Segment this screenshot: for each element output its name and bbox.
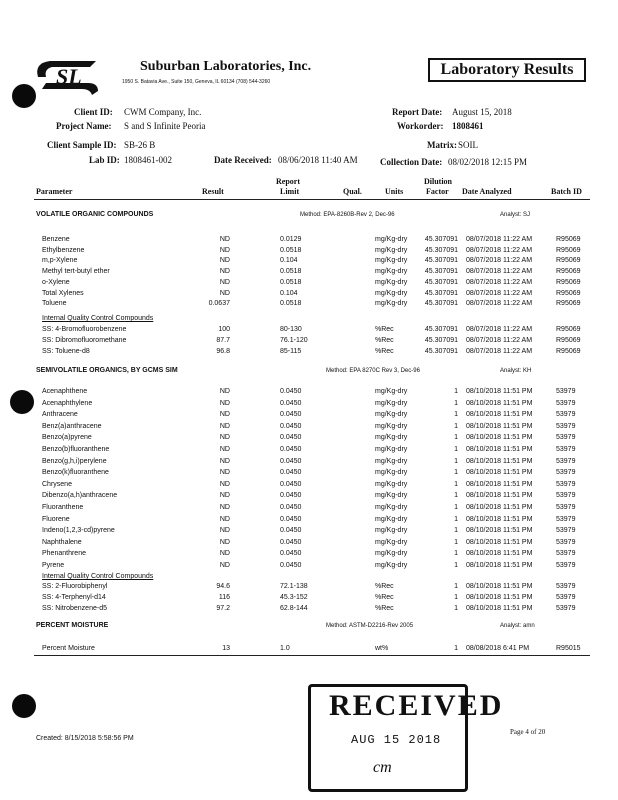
cell-units: mg/Kg-dry — [375, 411, 408, 419]
cell-dilution: 1 — [454, 457, 458, 465]
cell-parameter: SS: 4-Bromofluorobenzene — [42, 326, 127, 333]
table-row — [0, 605, 618, 616]
cell-units: mg/Kg-dry — [375, 538, 408, 546]
cell-limit: 0.0129 — [280, 236, 302, 243]
cell-parameter: Toluene — [42, 300, 67, 308]
cell-limit: 0.0518 — [280, 278, 302, 286]
cell-dilution: 45.307091 — [424, 289, 458, 297]
cell-batch: 53979 — [556, 469, 576, 477]
cell-dilution: 45.307091 — [424, 326, 458, 333]
cell-parameter: Fluoranthene — [42, 504, 84, 511]
section-title-svoc: SEMIVOLATILE ORGANICS, BY GCMS SIM — [36, 367, 178, 374]
table-row — [0, 481, 618, 492]
cell-result: ND — [219, 562, 230, 569]
cell-parameter: Naphthalene — [42, 538, 82, 546]
client-id-value: CWM Company, Inc. — [124, 107, 202, 117]
cell-limit: 0.0518 — [280, 246, 302, 254]
cell-parameter: SS: 2-Fluorobiphenyl — [42, 583, 108, 590]
created-timestamp: Created: 8/15/2018 5:58:56 PM — [36, 735, 134, 742]
cell-date: 08/07/2018 11:22 AM — [466, 257, 533, 265]
cell-date: 08/10/2018 11:51 PM — [466, 434, 533, 442]
sample-id-value: SB-26 B — [124, 140, 156, 150]
cell-limit: 0.0450 — [280, 515, 302, 523]
punch-hole-bottom — [12, 694, 36, 718]
cell-result: 87.7 — [216, 337, 230, 344]
workorder-label: Workorder: — [397, 121, 444, 131]
stamp-title: RECEIVED — [329, 689, 504, 722]
cell-date: 08/10/2018 11:51 PM — [466, 583, 533, 590]
cell-result: ND — [219, 492, 230, 500]
collection-date-value: 08/02/2018 12:15 PM — [448, 157, 528, 167]
cell-units: mg/Kg-dry — [375, 469, 408, 477]
cell-parameter: Fluorene — [42, 515, 70, 523]
cell-dilution: 1 — [454, 469, 458, 477]
cell-parameter: Indeno(1,2,3-cd)pyrene — [42, 527, 115, 535]
cell-result: ND — [219, 388, 230, 395]
cell-batch: 53979 — [556, 422, 576, 430]
cell-result: ND — [219, 399, 230, 407]
report-title: Laboratory Results — [428, 58, 586, 82]
cell-units: mg/Kg-dry — [375, 268, 408, 276]
cell-limit: 0.0450 — [280, 434, 302, 442]
cell-parameter: Phenanthrene — [42, 550, 86, 558]
cell-limit: 80-130 — [280, 326, 302, 333]
cell-limit: 0.0450 — [280, 492, 302, 500]
cell-date: 08/10/2018 11:51 PM — [466, 538, 533, 546]
cell-limit: 0.0450 — [280, 422, 302, 430]
table-row — [0, 539, 618, 550]
cell-batch: 53979 — [556, 457, 576, 465]
table-row — [0, 388, 618, 399]
cell-batch: 53979 — [556, 550, 576, 558]
matrix-label: Matrix: — [427, 140, 457, 150]
cell-dilution: 1 — [454, 538, 458, 546]
cell-parameter: Benz(a)anthracene — [42, 422, 102, 430]
cell-dilution: 1 — [454, 594, 458, 601]
method-svoc: Method: EPA 8270C Rev 3, Dec-96 — [326, 368, 420, 374]
lab-logo-icon — [32, 57, 104, 97]
cell-result: 96.8 — [216, 348, 230, 355]
section-title-moisture: PERCENT MOISTURE — [36, 622, 109, 629]
cell-date: 08/10/2018 11:51 PM — [466, 605, 533, 612]
table-row — [0, 268, 618, 279]
cell-parameter: SS: Toluene-d8 — [42, 348, 90, 355]
iqc-label-svoc: Internal Quality Control Compounds — [42, 573, 154, 580]
cell-units: mg/Kg-dry — [375, 562, 408, 569]
stamp-initials: cm — [373, 759, 392, 776]
cell-parameter: o-Xylene — [42, 278, 70, 286]
cell-units: mg/Kg-dry — [375, 289, 408, 297]
cell-batch: R95069 — [556, 289, 581, 297]
cell-parameter: m,p-Xylene — [42, 257, 78, 265]
analyst-voc: Analyst: SJ — [500, 212, 531, 218]
cell-result: ND — [219, 538, 230, 546]
matrix-value: SOIL — [458, 140, 478, 150]
table-row — [0, 434, 618, 445]
table-row — [0, 411, 618, 422]
page-number: Page 4 of 20 — [510, 728, 546, 736]
table-row — [0, 583, 618, 594]
cell-units: mg/Kg-dry — [375, 388, 408, 395]
cell-units: %Rec — [375, 337, 394, 344]
cell-result: 0.0637 — [208, 300, 230, 308]
table-row — [0, 550, 618, 561]
cell-batch: 53979 — [556, 434, 576, 442]
analyst-moisture: Analyst: amn — [500, 623, 535, 629]
cell-parameter: SS: Nitrobenzene-d5 — [42, 605, 107, 612]
cell-limit: 76.1-120 — [280, 337, 308, 344]
table-row — [0, 348, 618, 359]
table-row — [0, 446, 618, 457]
table-row — [0, 326, 618, 337]
lab-address: 1950 S. Batavia Ave., Suite 150, Geneva, IL 60134 (708) 544-3260 — [122, 79, 271, 85]
col-report: Report — [276, 177, 300, 186]
cell-units: %Rec — [375, 583, 394, 590]
cell-batch: 53979 — [556, 562, 576, 569]
cell-batch: R95069 — [556, 300, 581, 308]
cell-limit: 0.0450 — [280, 562, 302, 569]
cell-dilution: 45.307091 — [424, 337, 458, 344]
cell-result: ND — [219, 480, 230, 488]
cell-date: 08/10/2018 11:51 PM — [466, 492, 533, 500]
cell-date: 08/10/2018 11:51 PM — [466, 562, 533, 569]
cell-units: %Rec — [375, 326, 394, 333]
cell-parameter: Percent Moisture — [42, 645, 95, 652]
cell-batch: 53979 — [556, 515, 576, 523]
col-parameter: Parameter — [36, 187, 73, 196]
cell-parameter: Pyrene — [42, 562, 65, 569]
cell-date: 08/07/2018 11:22 AM — [466, 236, 533, 243]
cell-dilution: 45.307091 — [424, 348, 458, 355]
cell-units: mg/Kg-dry — [375, 492, 408, 500]
cell-dilution: 1 — [454, 434, 458, 442]
col-limit: Limit — [280, 187, 300, 196]
table-row — [0, 279, 618, 290]
cell-result: 94.6 — [216, 583, 230, 590]
cell-date: 08/10/2018 11:51 PM — [466, 388, 533, 395]
cell-limit: 0.0450 — [280, 504, 302, 511]
cell-date: 08/10/2018 11:51 PM — [466, 399, 533, 407]
cell-units: mg/Kg-dry — [375, 446, 408, 453]
cell-date: 08/10/2018 11:51 PM — [466, 515, 533, 523]
lab-id-value: 1808461-002 — [124, 155, 172, 165]
cell-dilution: 45.307091 — [424, 236, 458, 243]
cell-date: 08/07/2018 11:22 AM — [466, 268, 533, 276]
table-row — [0, 290, 618, 301]
table-row — [0, 300, 618, 311]
cell-parameter: Benzo(a)pyrene — [42, 434, 92, 442]
cell-dilution: 45.307091 — [424, 257, 458, 265]
cell-units: mg/Kg-dry — [375, 504, 408, 511]
table-row — [0, 516, 618, 527]
cell-batch: 53979 — [556, 446, 576, 453]
cell-result: 100 — [218, 326, 230, 333]
cell-result: ND — [219, 469, 230, 477]
cell-date: 08/10/2018 11:51 PM — [466, 457, 533, 465]
method-voc: Method: EPA-8260B-Rev 2, Dec-96 — [300, 212, 395, 218]
col-factor: Factor — [426, 187, 449, 196]
cell-date: 08/10/2018 11:51 PM — [466, 411, 533, 419]
cell-date: 08/07/2018 11:22 AM — [466, 348, 533, 355]
cell-dilution: 1 — [454, 422, 458, 430]
cell-result: ND — [219, 446, 230, 453]
table-row — [0, 458, 618, 469]
table-row — [0, 469, 618, 480]
cell-limit: 0.0450 — [280, 399, 302, 407]
cell-result: 116 — [218, 594, 230, 601]
cell-units: mg/Kg-dry — [375, 527, 408, 535]
cell-units: mg/Kg-dry — [375, 515, 408, 523]
cell-batch: R95015 — [556, 645, 581, 652]
cell-limit: 62.8-144 — [280, 605, 308, 612]
cell-units: mg/Kg-dry — [375, 480, 408, 488]
cell-batch: R95069 — [556, 257, 581, 265]
cell-batch: 53979 — [556, 605, 576, 612]
table-row — [0, 423, 618, 434]
cell-limit: 0.104 — [280, 289, 298, 297]
cell-date: 08/07/2018 11:22 AM — [466, 246, 533, 254]
cell-parameter: Benzo(g,h,i)perylene — [42, 457, 107, 465]
cell-units: %Rec — [375, 348, 394, 355]
cell-dilution: 1 — [454, 388, 458, 395]
lab-id-label: Lab ID: — [89, 155, 120, 165]
cell-dilution: 45.307091 — [424, 246, 458, 254]
project-label: Project Name: — [56, 121, 112, 131]
cell-parameter: Chrysene — [42, 480, 72, 488]
cell-parameter: Benzo(b)fluoranthene — [42, 446, 110, 453]
cell-dilution: 1 — [454, 480, 458, 488]
cell-date: 08/07/2018 11:22 AM — [466, 300, 533, 308]
table-row — [0, 562, 618, 573]
cell-limit: 45.3-152 — [280, 594, 308, 601]
cell-date: 08/07/2018 11:22 AM — [466, 326, 533, 333]
cell-dilution: 1 — [454, 527, 458, 535]
method-moisture: Method: ASTM-D2216-Rev 2005 — [326, 623, 414, 629]
cell-limit: 0.0450 — [280, 480, 302, 488]
col-batch: Batch ID — [551, 187, 582, 196]
stamp-date: AUG 15 2018 — [351, 733, 442, 747]
cell-batch: R95069 — [556, 268, 581, 276]
cell-result: ND — [219, 422, 230, 430]
cell-units: mg/Kg-dry — [375, 399, 408, 407]
cell-date: 08/10/2018 11:51 PM — [466, 480, 533, 488]
cell-batch: 53979 — [556, 492, 576, 500]
cell-batch: R95069 — [556, 337, 581, 344]
cell-limit: 85-115 — [280, 348, 302, 355]
cell-result: ND — [219, 411, 230, 419]
moisture-rule — [34, 655, 590, 656]
col-units: Units — [385, 187, 404, 196]
cell-units: %Rec — [375, 605, 394, 612]
received-stamp — [308, 684, 504, 792]
table-row — [0, 504, 618, 515]
cell-units: mg/Kg-dry — [375, 422, 408, 430]
cell-batch: 53979 — [556, 504, 576, 511]
cell-dilution: 1 — [454, 645, 458, 652]
cell-limit: 0.104 — [280, 257, 298, 265]
cell-units: mg/Kg-dry — [375, 257, 408, 265]
client-id-label: Client ID: — [74, 107, 113, 117]
cell-result: ND — [219, 257, 230, 265]
cell-dilution: 1 — [454, 562, 458, 569]
cell-result: ND — [219, 457, 230, 465]
cell-parameter: Anthracene — [42, 411, 78, 419]
cell-limit: 0.0450 — [280, 446, 302, 453]
cell-units: %Rec — [375, 594, 394, 601]
iqc-label-voc: Internal Quality Control Compounds — [42, 315, 154, 322]
cell-limit: 0.0450 — [280, 469, 302, 477]
lab-name: Suburban Laboratories, Inc. — [140, 59, 312, 74]
col-qual: Qual. — [343, 187, 362, 196]
cell-date: 08/07/2018 11:22 AM — [466, 278, 533, 286]
cell-date: 08/10/2018 11:51 PM — [466, 469, 533, 477]
cell-date: 08/10/2018 11:51 PM — [466, 504, 533, 511]
report-date-label: Report Date: — [392, 107, 443, 117]
section-title-voc: VOLATILE ORGANIC COMPOUNDS — [36, 211, 154, 218]
cell-units: mg/Kg-dry — [375, 300, 408, 308]
cell-result: ND — [219, 268, 230, 276]
cell-parameter: Total Xylenes — [42, 289, 84, 297]
svg-text:SL: SL — [56, 64, 82, 89]
cell-dilution: 45.307091 — [424, 268, 458, 276]
cell-limit: 0.0450 — [280, 527, 302, 535]
col-dilution: Dilution — [424, 177, 453, 186]
table-row — [0, 257, 618, 268]
cell-batch: 53979 — [556, 538, 576, 546]
date-received-value: 08/06/2018 11:40 AM — [278, 155, 358, 165]
cell-batch: 53979 — [556, 388, 576, 395]
table-row — [0, 236, 618, 247]
cell-limit: 0.0518 — [280, 268, 302, 276]
cell-units: mg/Kg-dry — [375, 246, 408, 254]
cell-result: 97.2 — [216, 605, 230, 612]
sample-id-label: Client Sample ID: — [47, 140, 117, 150]
cell-dilution: 1 — [454, 492, 458, 500]
cell-dilution: 1 — [454, 446, 458, 453]
cell-parameter: Methyl tert-butyl ether — [42, 268, 110, 276]
table-row — [0, 400, 618, 411]
cell-units: mg/Kg-dry — [375, 457, 408, 465]
cell-units: mg/Kg-dry — [375, 236, 408, 243]
cell-batch: 53979 — [556, 399, 576, 407]
cell-parameter: Ethylbenzene — [42, 246, 85, 254]
cell-dilution: 1 — [454, 550, 458, 558]
header-rule — [34, 199, 590, 200]
cell-date: 08/07/2018 11:22 AM — [466, 289, 533, 297]
cell-limit: 0.0450 — [280, 550, 302, 558]
cell-result: ND — [219, 504, 230, 511]
cell-batch: R95069 — [556, 278, 581, 286]
collection-date-label: Collection Date: — [380, 157, 443, 167]
cell-result: 13 — [222, 645, 230, 652]
cell-result: ND — [219, 550, 230, 558]
cell-units: wt% — [375, 645, 389, 652]
cell-date: 08/10/2018 11:51 PM — [466, 446, 533, 453]
cell-batch: 53979 — [556, 411, 576, 419]
table-row — [0, 594, 618, 605]
cell-dilution: 1 — [454, 605, 458, 612]
cell-limit: 0.0450 — [280, 388, 302, 395]
cell-parameter: Benzene — [42, 236, 70, 243]
cell-dilution: 45.307091 — [424, 300, 458, 308]
cell-date: 08/08/2018 6:41 PM — [466, 645, 530, 652]
project-value: S and S Infinite Peoria — [124, 121, 206, 131]
cell-dilution: 1 — [454, 504, 458, 511]
cell-limit: 0.0518 — [280, 300, 302, 308]
cell-result: ND — [219, 434, 230, 442]
cell-result: ND — [219, 289, 230, 297]
cell-date: 08/07/2018 11:22 AM — [466, 337, 533, 344]
cell-parameter: Dibenzo(a,h)anthracene — [42, 492, 118, 500]
cell-parameter: SS: Dibromofluoromethane — [42, 337, 127, 344]
cell-result: ND — [219, 527, 230, 535]
cell-batch: 53979 — [556, 480, 576, 488]
cell-batch: R95069 — [556, 246, 581, 254]
cell-result: ND — [219, 278, 230, 286]
cell-parameter: Acenaphthylene — [42, 399, 93, 407]
cell-limit: 0.0450 — [280, 538, 302, 546]
cell-limit: 1.0 — [280, 645, 290, 652]
cell-parameter: Acenaphthene — [42, 388, 88, 395]
cell-result: ND — [219, 515, 230, 523]
cell-units: mg/Kg-dry — [375, 550, 408, 558]
cell-batch: R95069 — [556, 348, 581, 355]
cell-limit: 72.1-138 — [280, 583, 308, 590]
cell-dilution: 1 — [454, 411, 458, 419]
col-date-analyzed: Date Analyzed — [462, 187, 512, 196]
cell-result: ND — [219, 246, 230, 254]
date-received-label: Date Received: — [214, 155, 272, 165]
cell-batch: 53979 — [556, 583, 576, 590]
cell-batch: 53979 — [556, 594, 576, 601]
cell-parameter: SS: 4-Terphenyl-d14 — [42, 594, 106, 601]
table-row — [0, 247, 618, 258]
cell-batch: R95069 — [556, 326, 581, 333]
report-date-value: August 15, 2018 — [452, 107, 512, 117]
cell-date: 08/10/2018 11:51 PM — [466, 527, 533, 535]
table-row — [0, 337, 618, 348]
cell-limit: 0.0450 — [280, 457, 302, 465]
cell-dilution: 45.307091 — [424, 278, 458, 286]
analyst-svoc: Analyst: KH — [500, 368, 532, 374]
cell-limit: 0.0450 — [280, 411, 302, 419]
cell-dilution: 1 — [454, 583, 458, 590]
col-result: Result — [202, 187, 224, 196]
cell-date: 08/10/2018 11:51 PM — [466, 422, 533, 430]
cell-dilution: 1 — [454, 515, 458, 523]
cell-batch: R95069 — [556, 236, 581, 243]
table-row — [0, 492, 618, 503]
cell-result: ND — [219, 236, 230, 243]
cell-batch: 53979 — [556, 527, 576, 535]
cell-parameter: Benzo(k)fluoranthene — [42, 469, 109, 477]
cell-units: mg/Kg-dry — [375, 434, 408, 442]
cell-date: 08/10/2018 11:51 PM — [466, 594, 533, 601]
cell-dilution: 1 — [454, 399, 458, 407]
table-row — [0, 527, 618, 538]
cell-date: 08/10/2018 11:51 PM — [466, 550, 533, 558]
cell-units: mg/Kg-dry — [375, 278, 408, 286]
workorder-value: 1808461 — [452, 121, 484, 131]
